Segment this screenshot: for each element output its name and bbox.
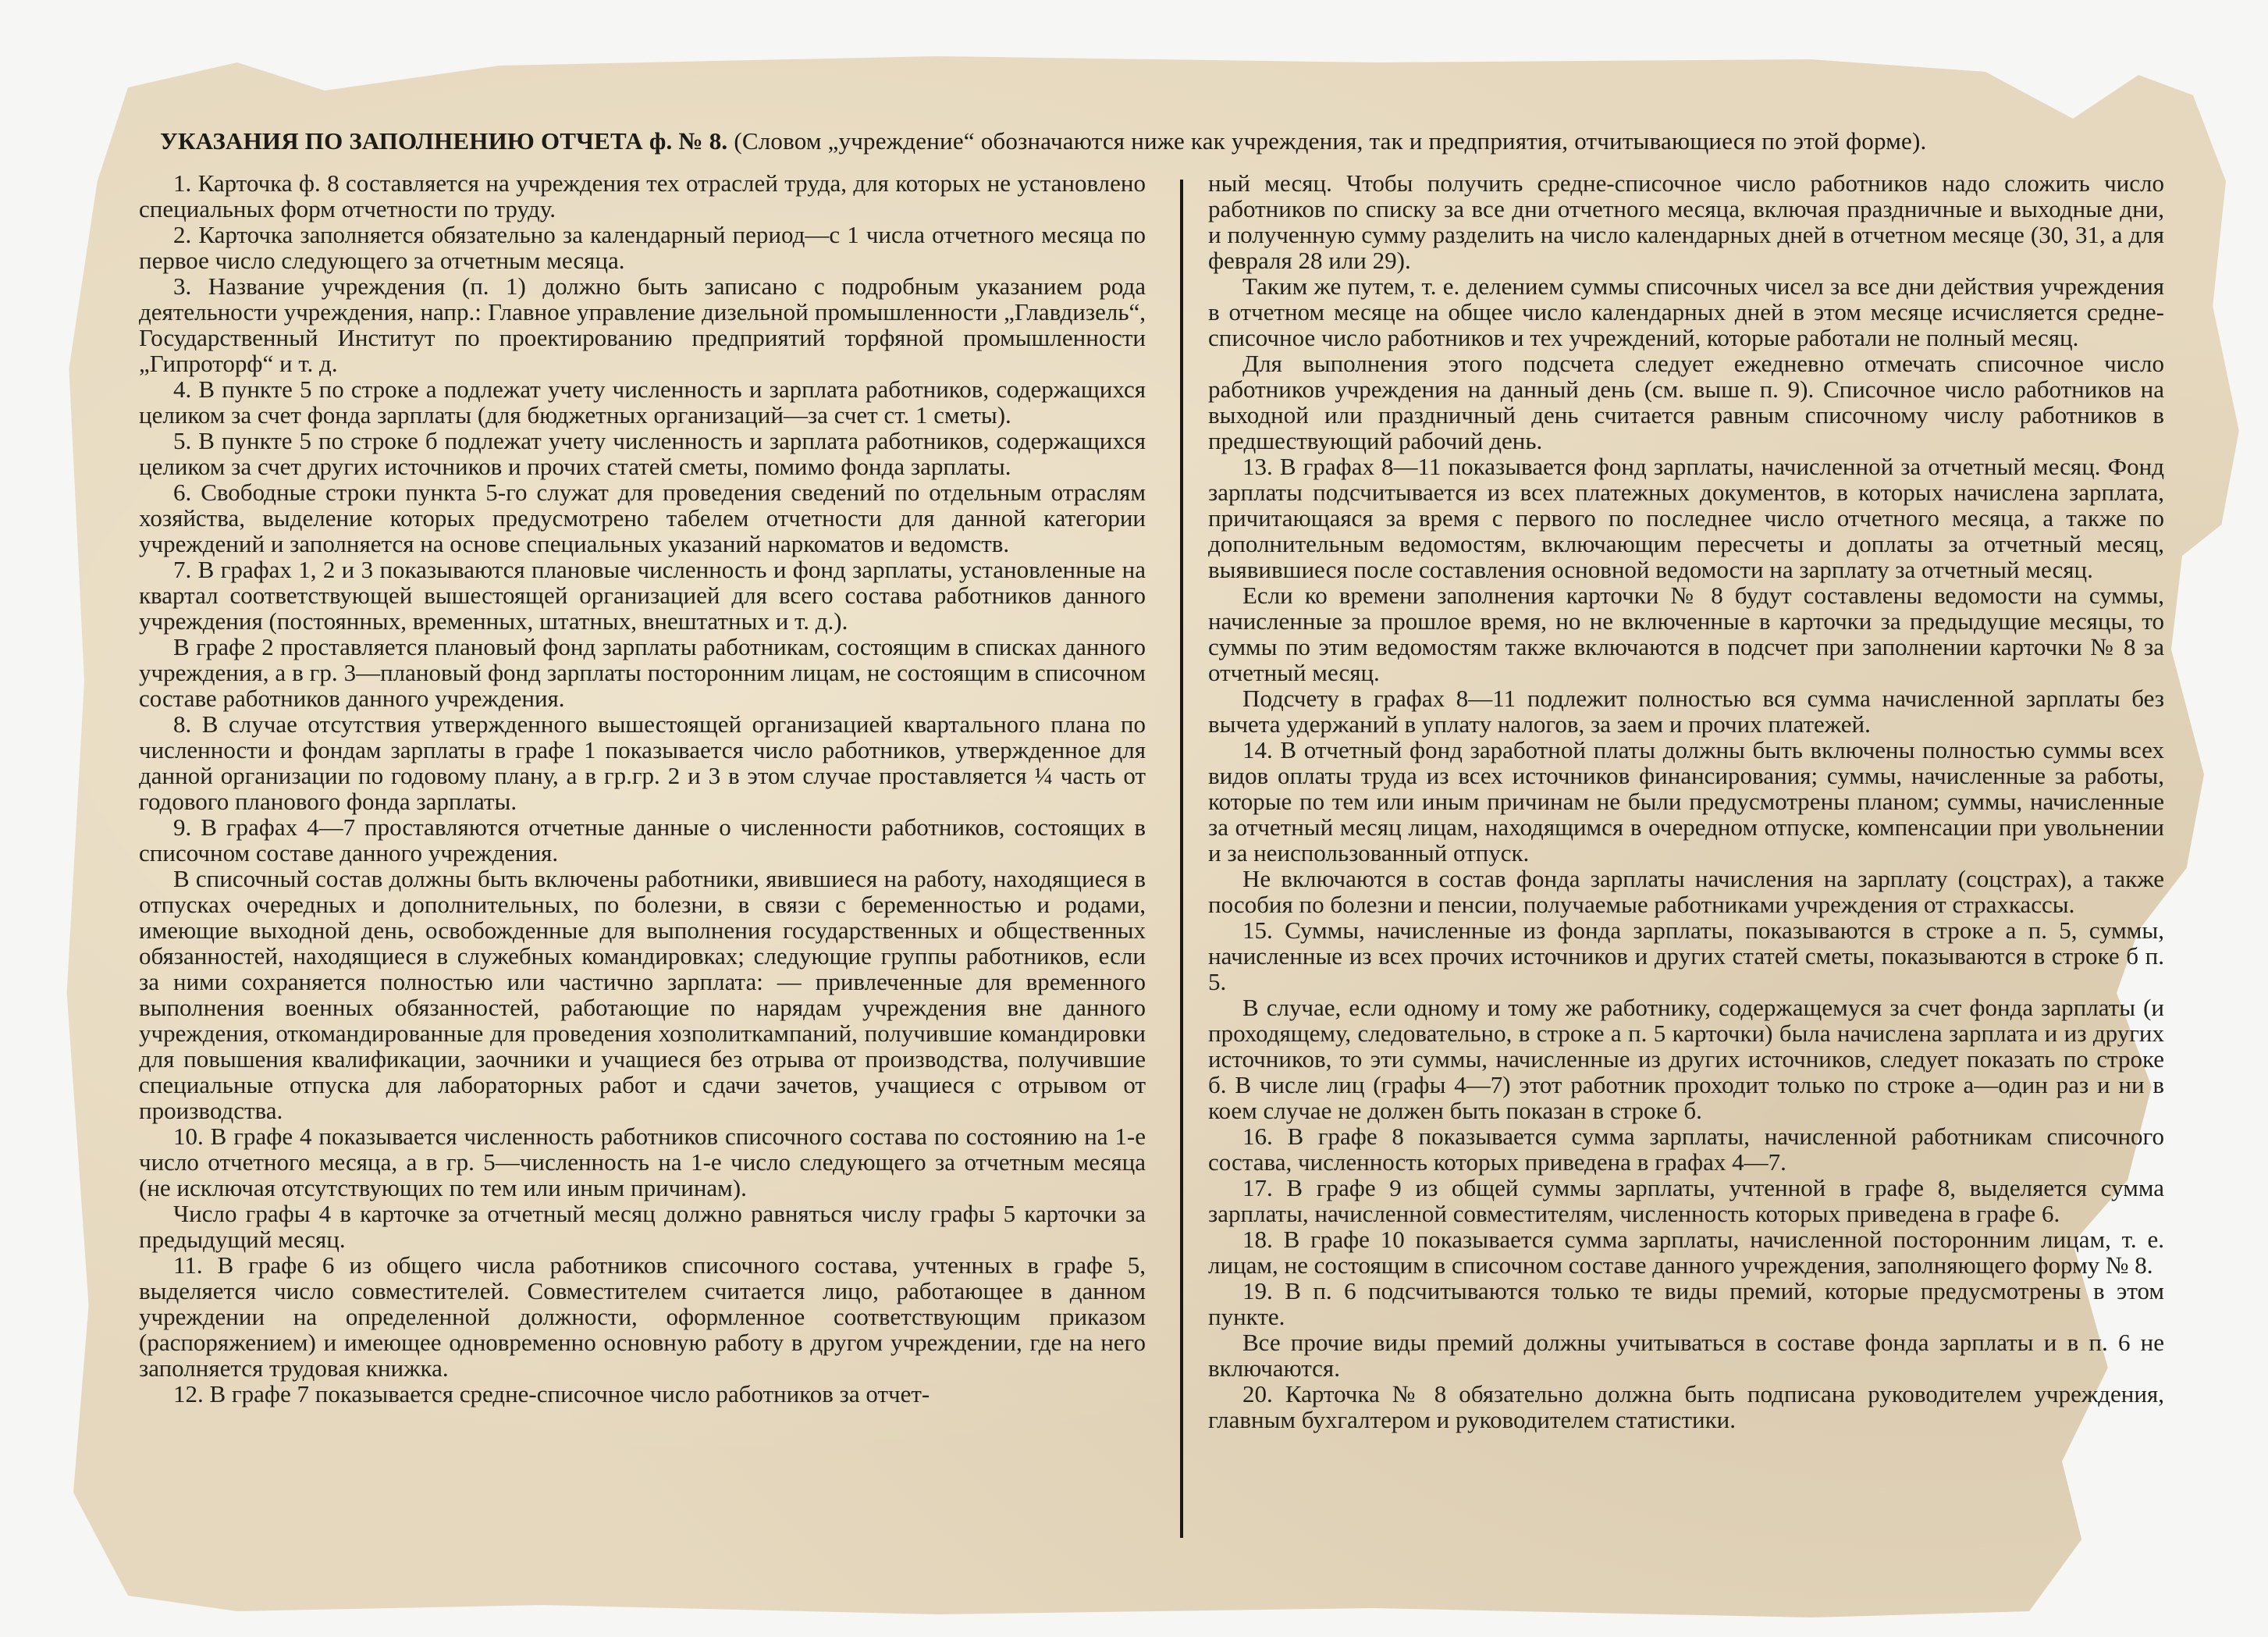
paragraph-4: 4. В пункте 5 по строке а подлежат учету численность и зарплата работников, содержащихся целиком за счет фонда зарплаты (для бюджетных организаций—за счет ст. 1 сметы). bbox=[139, 375, 1146, 429]
paragraph-19: 19. В п. 6 подсчитываются только те виды премий, которые предусмотрены в этом пункте. bbox=[1208, 1277, 2164, 1330]
paragraph-7: 7. В графах 1, 2 и 3 показываются плановые численность и фонд зарплаты, установленные на квартал соответствующей вышестоящей организацией для всего состава работников данного учреждения (постоянных, временных, штатных, внештатных и т. д.). bbox=[139, 556, 1146, 635]
paragraph-20: 20. Карточка № 8 обязательно должна быть подписана руководителем учреждения, главным бухгалтером и руководителем статистики. bbox=[1208, 1380, 2164, 1433]
paragraph-10-cont: Число графы 4 в карточке за отчетный месяц должно равняться числу графы 5 карточки за предыдущий месяц. bbox=[139, 1200, 1146, 1253]
right-column bbox=[1208, 170, 2164, 1432]
paragraph-16: 16. В графе 8 показывается сумма зарплаты, начисленной работникам списочного состава, численность которых приведена в графах 4—7. bbox=[1208, 1123, 2164, 1176]
paragraph-13-cont-2: Подсчету в графах 8—11 подлежит полностью вся сумма начисленной зарплаты без вычета удержаний в уплату налогов, за заем и прочих платежей. bbox=[1208, 685, 2164, 738]
heading-note: (Словом „учреждение“ обозначаются ниже как учреждения, так и предприятия, отчитывающиеся по этой форме). bbox=[734, 127, 1927, 155]
paragraph-10: 10. В графе 4 показывается численность работников списочного состава по состоянию на 1-е число отчетного месяца, а в гр. 5—численность на 1-е число следующего за отчетным месяца (не исключая отсутствующих по тем или иным причинам). bbox=[139, 1123, 1146, 1201]
paragraph-6: 6. Свободные строки пункта 5-го служат для проведения сведений по отдельным отраслям хозяйства, выделение которых предусмотрено табелем отчетности для данной категории учреждений и заполняется на основе специальных указаний наркоматов и ведомств. bbox=[139, 479, 1146, 557]
paragraph-12: 12. В графе 7 показывается средне-списочное число работников за отчет- bbox=[173, 1380, 930, 1407]
paragraph-7-cont: В графе 2 проставляется плановый фонд зарплаты работникам, состоящим в списках данного учреждения, а в гр. 3—плановый фонд зарплаты посторонним лицам, не состоящим в списочном составе работников данного учреждения. bbox=[139, 633, 1146, 712]
paragraph-12-cont-2: Таким же путем, т. е. делением суммы списочных чисел за все дни действия учреждения в отчетном месяце на общее число календарных дней в этом месяце исчисляется средне-списочное число работников и тех учреждений, которые работали не полный месяц. bbox=[1208, 272, 2164, 351]
paragraph-9: 9. В графах 4—7 проставляются отчетные данные о численности работников, состоящих в списочном составе данного учреждения. bbox=[139, 813, 1146, 867]
paragraph-15: 15. Суммы, начисленные из фонда зарплаты, показываются в строке а п. 5, суммы, начисленные из всех прочих источников и других статей сметы, показываются в строке б п. 5. bbox=[1208, 916, 2164, 995]
paragraph-14: 14. В отчетный фонд заработной платы должны быть включены полностью суммы всех видов оплаты труда из всех источников финансирования; суммы, начисленные за работы, которые по тем или иным причинам не были предусмотрены планом; суммы, начисленные за отчетный месяц лицам, находящимся в очередном отпуске, компенсации при увольнении и за неиспользованный отпуск. bbox=[1208, 736, 2164, 867]
paragraph-17: 17. В графе 9 из общей суммы зарплаты, учтенной в графе 8, выделяется сумма зарплаты, начисленной совместителям, численность которых приведена в графе 6. bbox=[1208, 1174, 2164, 1227]
left-column bbox=[139, 170, 1146, 1407]
paragraph-3: 3. Название учреждения (п. 1) должно быть записано с подробным указанием рода деятельности учреждения, напр.: Главное управление дизельной промышленности „Главдизель“, Государственный Институт по проектированию предприятий торфяной промышленности „Гипроторф“ и т. д. bbox=[139, 272, 1146, 377]
paragraph-5: 5. В пункте 5 по строке б подлежат учету численность и зарплата работников, содержащихся целиком за счет других источников и прочих статей сметы, помимо фонда зарплаты. bbox=[139, 427, 1146, 480]
paragraph-2: 2. Карточка заполняется обязательно за календарный период—с 1 числа отчетного месяца по первое число следующего за отчетным месяца. bbox=[139, 221, 1146, 274]
paragraph-12-cont: ный месяц. Чтобы получить средне-списочное число работников надо сложить число работников по списку за все дни отчетного месяца, включая праздничные и выходные дни, и полученную сумму разделить на число календарных дней в отчетном месяце (30, 31, а для февраля 28 или 29). bbox=[1208, 169, 2164, 274]
paragraph-15-cont: В случае, если одному и тому же работнику, содержащемуся за счет фонда зарплаты (и проходящему, следовательно, в строке а п. 5 карточки) была начислена зарплата и из других источников, то эти суммы, начисленные из других источников, следует показать по строке б. В числе лиц (графы 4—7) этот работник проходит только по строке а—один раз и ни в коем случае не должен быть показан в строке б. bbox=[1208, 994, 2164, 1124]
page-title bbox=[160, 127, 2158, 155]
paragraph-14-cont: Не включаются в состав фонда зарплаты начисления на зарплату (соцстрах), а также пособия по болезни и пенсии, получаемые работниками учреждения от страхкассы. bbox=[1208, 865, 2164, 918]
paragraph-11: 11. В графе 6 из общего числа работников списочного состава, учтенных в графе 5, выделяется число совместителей. Совместителем считается лицо, работающее в данном учреждении на определенной должности, оформленное соответствующим приказом (распоряжением) и имеющее одновременно основную работу в другом учреждении, где на него заполняется трудовая книжка. bbox=[139, 1251, 1146, 1382]
heading-title: УКАЗАНИЯ ПО ЗАПОЛНЕНИЮ ОТЧЕТА ф. № 8. bbox=[160, 127, 728, 155]
column-divider bbox=[1180, 180, 1183, 1538]
paragraph-19-cont: Все прочие виды премий должны учитываться в составе фонда зарплаты и в п. 6 не включаются. bbox=[1208, 1329, 2164, 1382]
paragraph-13: 13. В графах 8—11 показывается фонд зарплаты, начисленной за отчетный месяц. Фонд зарплаты подсчитывается из всех платежных документов, в которых начислена зарплата, причитающаяся за время с первого по последнее число отчетного месяца, а также по дополнительным ведомостям, включающим пересчеты и доплаты за отчетный месяц, выявившиеся после составления основной ведомости на зарплату за отчетный месяц. bbox=[1208, 453, 2164, 583]
paragraph-18: 18. В графе 10 показывается сумма зарплаты, начисленной посторонним лицам, т. е. лицам, не состоящим в списочном составе данного учреждения, заполняющего форму № 8. bbox=[1208, 1226, 2164, 1279]
paragraph-9-cont: В списочный состав должны быть включены работники, явившиеся на работу, находящиеся в отпусках очередных и дополнительных, по болезни, в связи с беременностью и родами, имеющие выходной день, освобожденные для выполнения государственных и общественных обязанностей, находящиеся в служебных командировках; следующие группы работников, если за ними сохраняется полностью или частично зарплата: — привлеченные для временного выполнения военных обязанностей, работающие по нарядам учреждения вне данного учреждения, откомандированные для проведения хозполиткампаний, получившие командировки для повышения квалификации, заочники и учащиеся без отрыва от производства, получившие специальные отпуска для лабораторных работ и сдачи зачетов, учащиеся с отрывом от производства. bbox=[139, 865, 1146, 1124]
paragraph-8: 8. В случае отсутствия утвержденного вышестоящей организацией квартального плана по численности и фондам зарплаты в графе 1 показывается число работников, утвержденное для данной организации по годовому плану, а в гр.гр. 2 и 3 в этом случае проставляется ¼ часть от годового планового фонда зарплаты. bbox=[139, 710, 1146, 815]
paragraph-12-cont-3: Для выполнения этого подсчета следует ежедневно отмечать списочное число работников учреждения на данный день (см. выше п. 9). Списочное число работников на выходной или праздничный день считается равным списочному числу работников в предшествующий рабочий день. bbox=[1208, 350, 2164, 454]
paragraph-1: 1. Карточка ф. 8 составляется на учреждения тех отраслей труда, для которых не установлено специальных форм отчетности по труду. bbox=[139, 169, 1146, 222]
paragraph-13-cont: Если ко времени заполнения карточки № 8 будут составлены ведомости на суммы, начисленные за прошлое время, но не включенные в карточки за предыдущие месяцы, то суммы по этим ведомостям также включаются в подсчет при заполнении карточки № 8 за отчетный месяц. bbox=[1208, 582, 2164, 686]
